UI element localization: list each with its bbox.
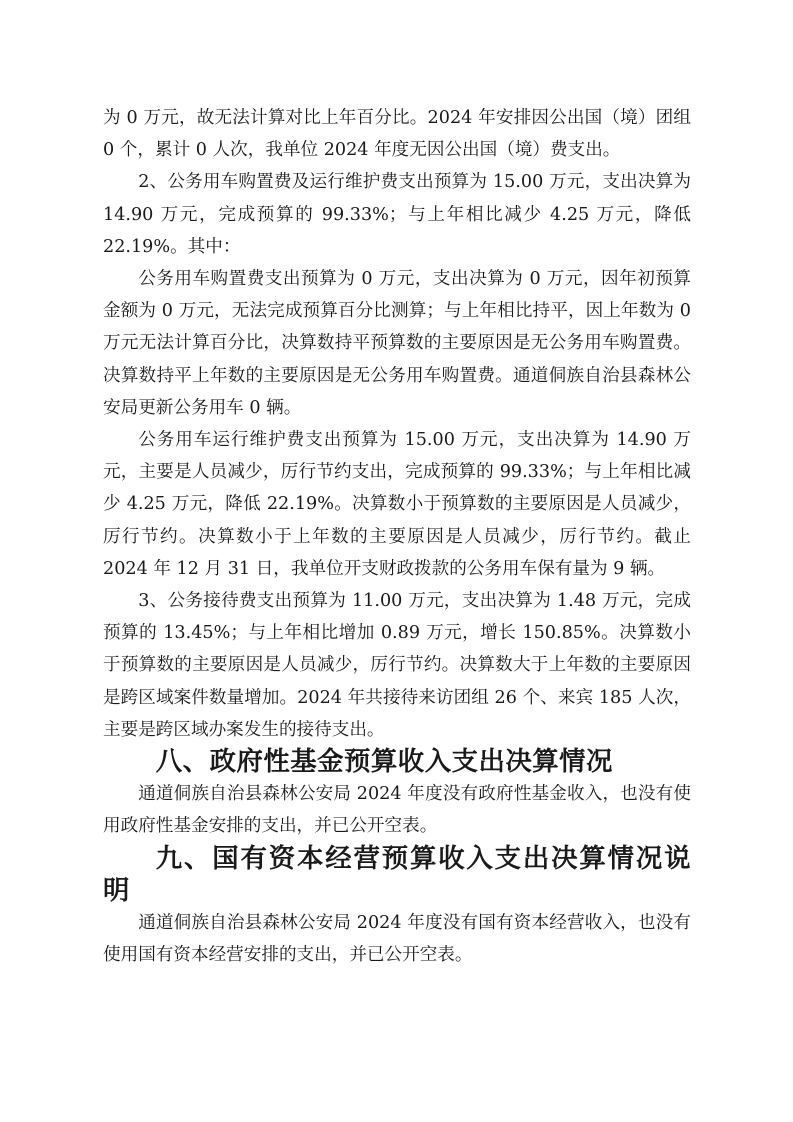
- document-body: [103, 102, 691, 971]
- paragraph-vehicle-expense-summary: 2、公务用车购置费及运行维护费支出预算为 15.00 万元，支出决算为 14.90 万元，完成预算的 99.33%；与上年相比减少 4.25 万元，降低 22.19%。其中：: [103, 172, 691, 257]
- section-heading-government-fund: 八、政府性基金预算收入支出决算情况: [155, 746, 613, 778]
- paragraph-state-capital: 通道侗族自治县森林公安局 2024 年度没有国有资本经营收入，也没有使用国有资本经营安排的支出，并已公开空表。: [103, 913, 691, 966]
- paragraph-government-fund: 通道侗族自治县森林公安局 2024 年度没有政府性基金收入，也没有使用政府性基金安排的支出，并已公开空表。: [103, 784, 691, 837]
- paragraph-vehicle-maintenance-expense: 公务用车运行维护费支出预算为 15.00 万元，支出决算为 14.90 万元，主要是人员减少，厉行节约支出，完成预算的 99.33%；与上年相比减少 4.25 万元，降低 22.19%。决算数小于预算数的主要原因是人员减少，厉行节约。决算数小于上年数的主要原因是人员减少，厉行节约。截止 2024 年 12 月 31 日，我单位开支财政拨款的公务用车保有量为 9 辆。: [103, 430, 691, 579]
- section-heading-state-capital: 九、国有资本经营预算收入支出决算情况说明: [103, 842, 691, 906]
- paragraph-official-reception-expense: 3、公务接待费支出预算为 11.00 万元，支出决算为 1.48 万元，完成预算的 13.45%；与上年相比增加 0.89 万元，增长 150.85%。决算数小于预算数的主要原因是人员减少，厉行节约。决算数大于上年数的主要原因是跨区域案件数量增加。2024 年共接待来访团组 26 个、来宾 185 人次，主要是跨区域办案发生的接待支出。: [103, 591, 691, 740]
- paragraph-outbound-travel-continuation: 为 0 万元，故无法计算对比上年百分比。2024 年安排因公出国（境）团组 0 个，累计 0 人次，我单位 2024 年度无因公出国（境）费支出。: [103, 108, 691, 161]
- paragraph-vehicle-purchase-expense: 公务用车购置费支出预算为 0 万元，支出决算为 0 万元，因年初预算金额为 0 万元，无法完成预算百分比测算；与上年相比持平，因上年数为 0 万元无法计算百分比，决算数持平预算数的主要原因是无公务用车购置费。决算数持平上年数的主要原因是无公务用车购置费。通道侗族自治县森林公安局更新公务用车 0 辆。: [103, 269, 691, 418]
